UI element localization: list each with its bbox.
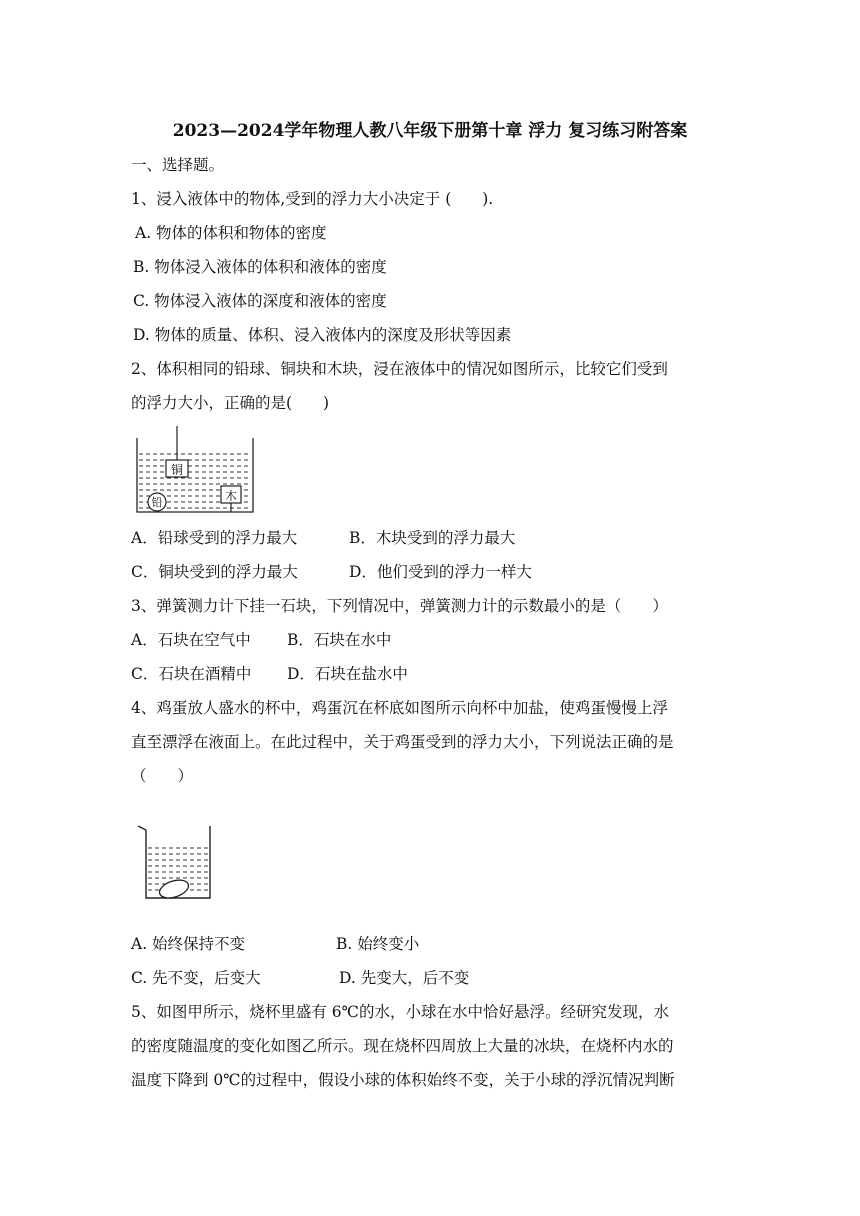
question-2-option-c: C．铜块受到的浮力最大 <box>131 563 298 581</box>
question-2-option-a: A．铅球受到的浮力最大 <box>131 529 298 547</box>
question-3-option-d: D．石块在盐水中 <box>287 665 408 683</box>
question-4-option-b: B. 始终变小 <box>336 935 420 953</box>
question-2-option-b: B．木块受到的浮力最大 <box>349 529 516 547</box>
section-heading: 一、选择题。 <box>131 156 225 174</box>
question-3-option-c: C．石块在酒精中 <box>131 665 252 683</box>
question-2-figure <box>133 424 257 516</box>
question-5-stem-line-2: 的密度随温度的变化如图乙所示。现在烧杯四周放上大量的冰块，在烧杯内水的 <box>131 1037 674 1055</box>
question-5-stem-line-1: 5、如图甲所示，烧杯里盛有 6℃的水，小球在水中恰好悬浮。经研究发现，水 <box>131 1003 669 1021</box>
question-4-option-a: A. 始终保持不变 <box>131 935 246 953</box>
question-4-option-d: D. 先变大，后不变 <box>339 969 470 987</box>
question-1-option-d: D. 物体的质量、体积、浸入液体内的深度及形状等因素 <box>133 326 512 344</box>
question-4-options-row-1 <box>131 933 419 955</box>
question-1-option-b: B. 物体浸入液体的体积和液体的密度 <box>133 258 387 276</box>
question-4-beaker-figure <box>134 822 216 902</box>
lead-ball-label: 铅 <box>151 496 163 509</box>
question-4-option-c: C. 先不变，后变大 <box>131 969 261 987</box>
question-2-options-row-2 <box>131 561 532 583</box>
question-1-option-a: A. 物体的体积和物体的密度 <box>135 224 327 242</box>
question-2-option-d: D．他们受到的浮力一样大 <box>349 563 532 581</box>
document-title: 2023—2024学年物理人教八年级下册第十章 浮力 复习练习附答案 <box>172 121 688 141</box>
question-4-options-row-2 <box>131 967 469 989</box>
question-1-stem: 1、浸入液体中的物体,受到的浮力大小决定于 ( ). <box>131 190 494 208</box>
wood-block-label: 木 <box>224 489 238 503</box>
question-1-option-c: C. 物体浸入液体的深度和液体的密度 <box>133 292 387 310</box>
question-2-stem-line-1: 2、体积相同的铅球、铜块和木块，浸在液体中的情况如图所示，比较它们受到 <box>131 360 668 378</box>
question-2-options-row-1 <box>131 527 515 549</box>
question-5-stem-line-3: 温度下降到 0℃的过程中，假设小球的体积始终不变，关于小球的浮沉情况判断 <box>131 1071 675 1089</box>
question-4-stem-line-3: （ ） <box>131 767 194 785</box>
question-3-stem: 3、弹簧测力计下挂一石块，下列情况中，弹簧测力计的示数最小的是（ ） <box>131 597 668 615</box>
question-3-option-a: A．石块在空气中 <box>131 631 251 649</box>
question-2-stem-line-2: 的浮力大小，正确的是( ) <box>131 394 330 412</box>
copper-block-label: 铜 <box>170 463 184 477</box>
question-3-options-row-2 <box>131 663 408 685</box>
question-4-stem-line-1: 4、鸡蛋放人盛水的杯中，鸡蛋沉在杯底如图所示向杯中加盐，使鸡蛋慢慢上浮 <box>131 699 668 717</box>
question-4-stem-line-2: 直至漂浮在液面上。在此过程中，关于鸡蛋受到的浮力大小，下列说法正确的是 <box>131 733 674 751</box>
question-3-options-row-1 <box>131 629 391 651</box>
question-3-option-b: B．石块在水中 <box>287 631 392 649</box>
